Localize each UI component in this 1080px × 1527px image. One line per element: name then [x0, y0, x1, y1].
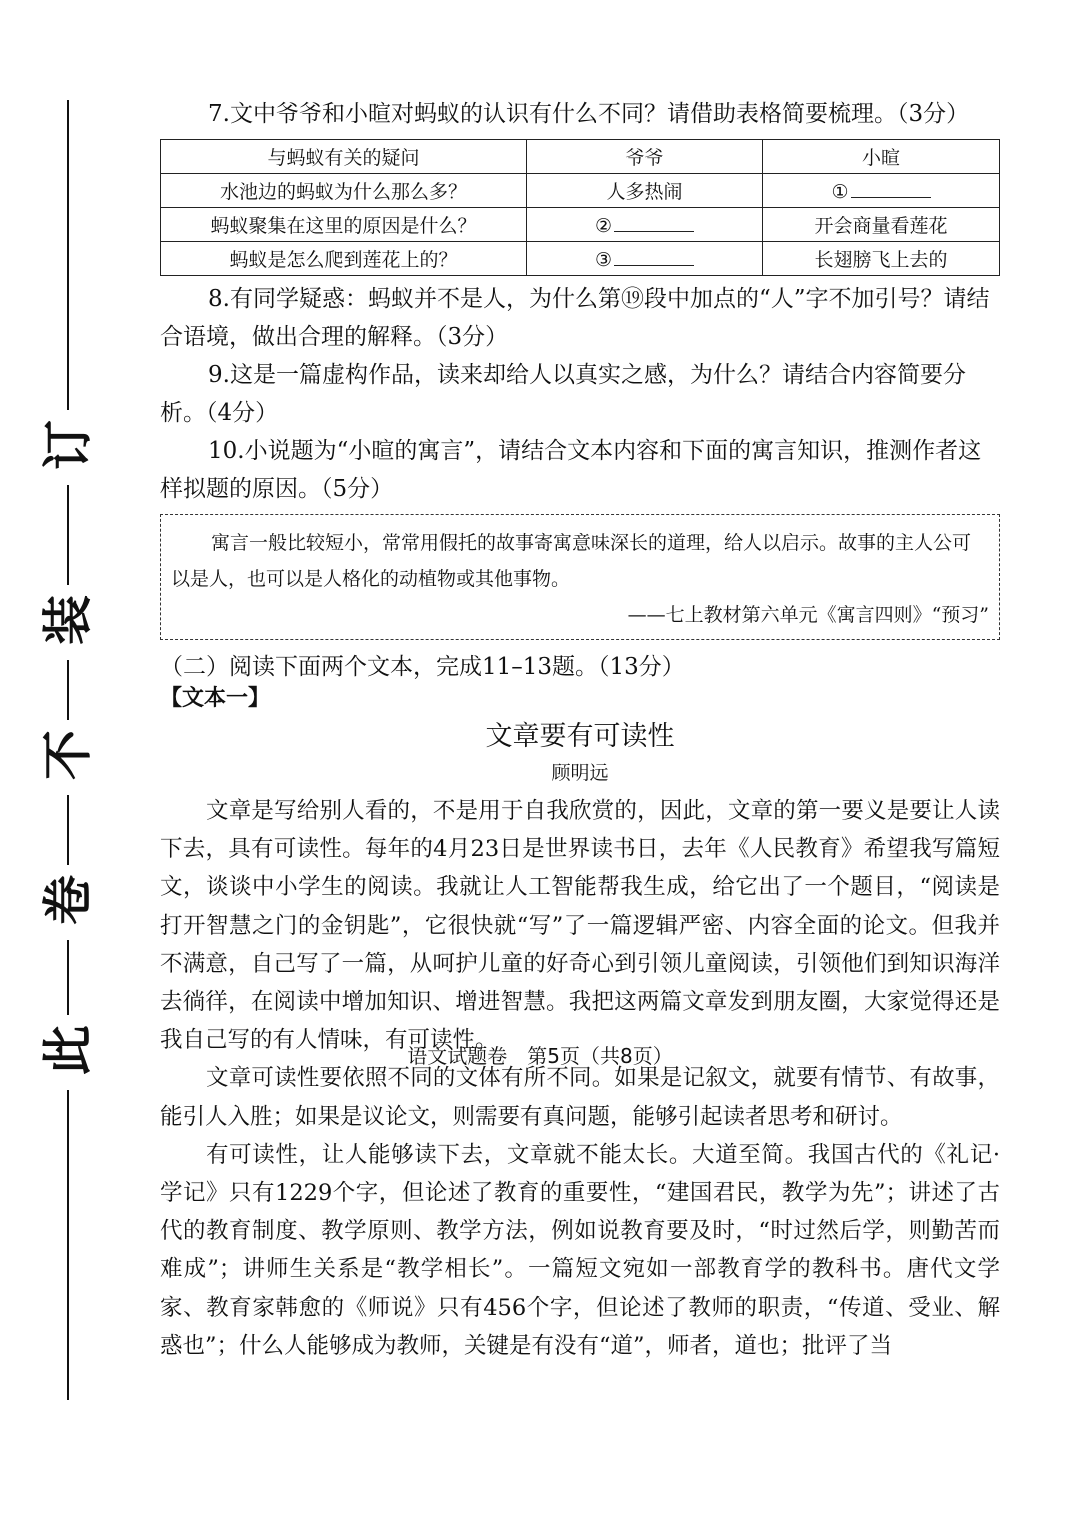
- binding-line: [67, 940, 69, 1015]
- questions-block: [160, 95, 1000, 686]
- section-heading: （二）阅读下面两个文本，完成11–13题。（13分）: [160, 654, 685, 680]
- table-cell: 蚂蚁聚集在这里的原因是什么？: [161, 208, 527, 242]
- table-row: [161, 208, 1000, 242]
- binding-line: [67, 660, 69, 720]
- binding-margin: [36, 100, 100, 1400]
- binding-char: 此: [39, 1025, 97, 1075]
- article-paragraph: 文章是写给别人看的，不是用于自我欣赏的，因此，文章的第一要义是要让人读下去，具有可读性。每年的4月23日是世界读书日，去年《人民教育》希望我写篇短文，谈谈中小学生的阅读。我就让人工智能帮我生成，给它出了一个题目，“阅读是打开智慧之门的金钥匙”，它很快就“写”了一篇逻辑严密、内容全面的论文。但我并不满意，自己写了一篇，从呵护儿童的好奇心到引领儿童阅读，引领他们到知识海洋去徜徉，在阅读中增加知识、增进智慧。我把这两篇文章发到朋友圈，大家觉得还是我自己写的有人情味，有可读性。: [160, 798, 1000, 1054]
- binding-line: [67, 795, 69, 865]
- fable-knowledge-box: [160, 514, 1000, 640]
- table-row: [161, 242, 1000, 276]
- table-cell-blank[interactable]: [527, 208, 763, 242]
- text-label: 【文本一】: [160, 686, 271, 711]
- binding-char: 不: [39, 730, 97, 780]
- binding-line: [67, 1090, 69, 1400]
- blank-number: ①: [831, 180, 849, 203]
- answer-blank[interactable]: [851, 179, 931, 198]
- binding-char: 装: [39, 595, 97, 645]
- article-paragraph: 有可读性，让人能够读下去，文章就不能太长。大道至简。我国古代的《礼记·学记》只有1229个字，但论述了教育的重要性，“建国君民，教学为先”；讲述了古代的教育制度、教学原则、教学方法，例如说教育要及时，“时过然后学，则勤苦而难成”；讲师生关系是“教学相长”。一篇短文宛如一部教育学的教科书。唐代文学家、教育家韩愈的《师说》只有456个字，但论述了教师的职责，“传道、受业、解惑也”；什么人能够成为教师，关键是有没有“道”，师者，道也；批评了当: [160, 1141, 1000, 1359]
- box-text: 寓言一般比较短小，常常用假托的故事寄寓意味深长的道理，给人以启示。故事的主人公可以是人，也可以是人格化的动植物或其他事物。: [171, 532, 972, 590]
- table-cell-blank[interactable]: [527, 242, 763, 276]
- question-10: 10.小说题为“小暄的寓言”，请结合文本内容和下面的寓言知识，推测作者这样拟题的原因。（5分）: [160, 438, 982, 502]
- page-footer: 语文试题卷 第5页（共8页）: [407, 1044, 673, 1068]
- table-cell: 蚂蚁是怎么爬到莲花上的？: [161, 242, 527, 276]
- box-source: ——七上教材第六单元《寓言四则》“预习”: [627, 604, 989, 626]
- table-cell: 水池边的蚂蚁为什么那么多？: [161, 174, 527, 208]
- answer-blank[interactable]: [614, 213, 694, 232]
- question-8: 8.有同学疑惑：蚂蚁并不是人，为什么第⑲段中加点的“人”字不加引号？请结合语境，做出合理的解释。（3分）: [160, 286, 990, 350]
- table-header: 爷爷: [527, 140, 763, 174]
- table-cell-blank[interactable]: [763, 174, 1000, 208]
- article-title: 文章要有可读性: [485, 721, 675, 752]
- table-cell: 人多热闹: [527, 174, 763, 208]
- table-cell: 开会商量看莲花: [763, 208, 1000, 242]
- table-row: [161, 174, 1000, 208]
- table-cell: 长翅膀飞上去的: [763, 242, 1000, 276]
- table-header: 与蚂蚁有关的疑问: [161, 140, 527, 174]
- article-paragraph: 文章可读性要依照不同的文体有所不同。如果是记叙文，就要有情节、有故事，能引人入胜；如果是议论文，则需要有真问题，能够引起读者思考和研讨。: [160, 1065, 1000, 1130]
- binding-char: 卷: [39, 875, 97, 925]
- comparison-table: [160, 139, 1000, 276]
- blank-number: ③: [594, 248, 613, 271]
- binding-line: [67, 100, 69, 410]
- question-7: 7.文中爷爷和小暄对蚂蚁的认识有什么不同？请借助表格简要梳理。（3分）: [208, 101, 970, 127]
- article-author: 顾明远: [551, 762, 609, 784]
- answer-blank[interactable]: [614, 247, 694, 266]
- question-9: 9.这是一篇虚构作品，读来却给人以真实之感，为什么？请结合内容简要分析。（4分）: [160, 362, 966, 426]
- binding-char: 订: [39, 420, 97, 470]
- table-header-row: [161, 140, 1000, 174]
- binding-line: [67, 485, 69, 585]
- table-header: 小暄: [763, 140, 1000, 174]
- blank-number: ②: [594, 214, 613, 237]
